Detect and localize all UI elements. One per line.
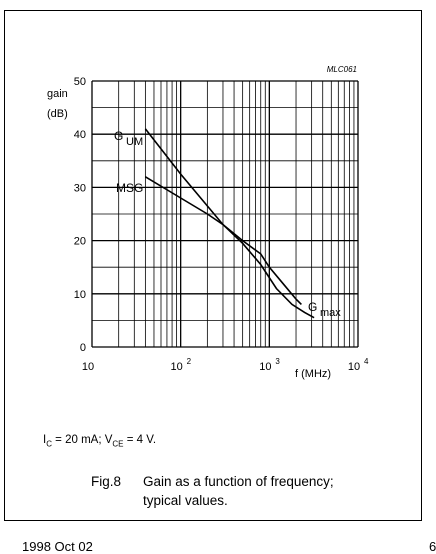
footer-date: 1998 Oct 02 [22,539,93,554]
y-axis-label-line2: (dB) [47,108,68,120]
figure-frame [4,10,422,521]
series-label-gum: G [114,129,124,143]
vce-value: = 4 V. [123,434,157,446]
x-tick-label: 10 [259,361,272,373]
x-tick-label: 10 [170,361,183,373]
x-axis-label: f (MHz) [295,368,332,380]
vce-subscript: CE [112,439,124,449]
y-tick-label: 30 [73,182,86,195]
series-label-gmax-subscript: max [320,307,341,319]
caption-line1: Gain as a function of frequency; [143,474,334,489]
chart-series-labels [114,129,341,319]
x-tick-label: 10 [81,361,95,373]
x-tick-exponent: 4 [364,357,369,366]
footer-page-number: 6 [429,539,436,554]
chart-axis-labels [47,65,357,380]
series-label-gmax: G [308,300,318,314]
y-tick-label: 0 [79,342,86,354]
series-line-g-um [145,129,301,305]
y-tick-label: 20 [73,235,86,248]
y-tick-label: 10 [73,288,86,301]
gain-frequency-chart [5,11,423,451]
caption-line2: typical values. [143,493,228,508]
y-axis-label-line1: gain [47,88,68,100]
x-tick-exponent: 3 [275,357,280,366]
y-tick-label: 40 [73,129,86,142]
series-label-gum-subscript: UM [126,136,144,148]
ic-symbol: I [43,434,47,446]
x-tick-label: 10 [347,361,361,373]
series-label-msg: MSG [116,181,144,195]
ic-subscript: C [46,439,52,449]
chart-grid [92,81,358,347]
figure-number: Fig.8 [91,474,122,489]
chart-series [145,129,314,318]
y-tick-label: 50 [73,76,86,88]
test-conditions [43,434,156,448]
x-tick-exponent: 2 [186,357,192,366]
chart-tick-labels [74,76,369,373]
figure-caption [91,472,334,510]
chart-id-label: MLC061 [326,65,357,74]
series-line-msg [145,177,314,318]
ic-value: = 20 mA; V [51,434,113,446]
